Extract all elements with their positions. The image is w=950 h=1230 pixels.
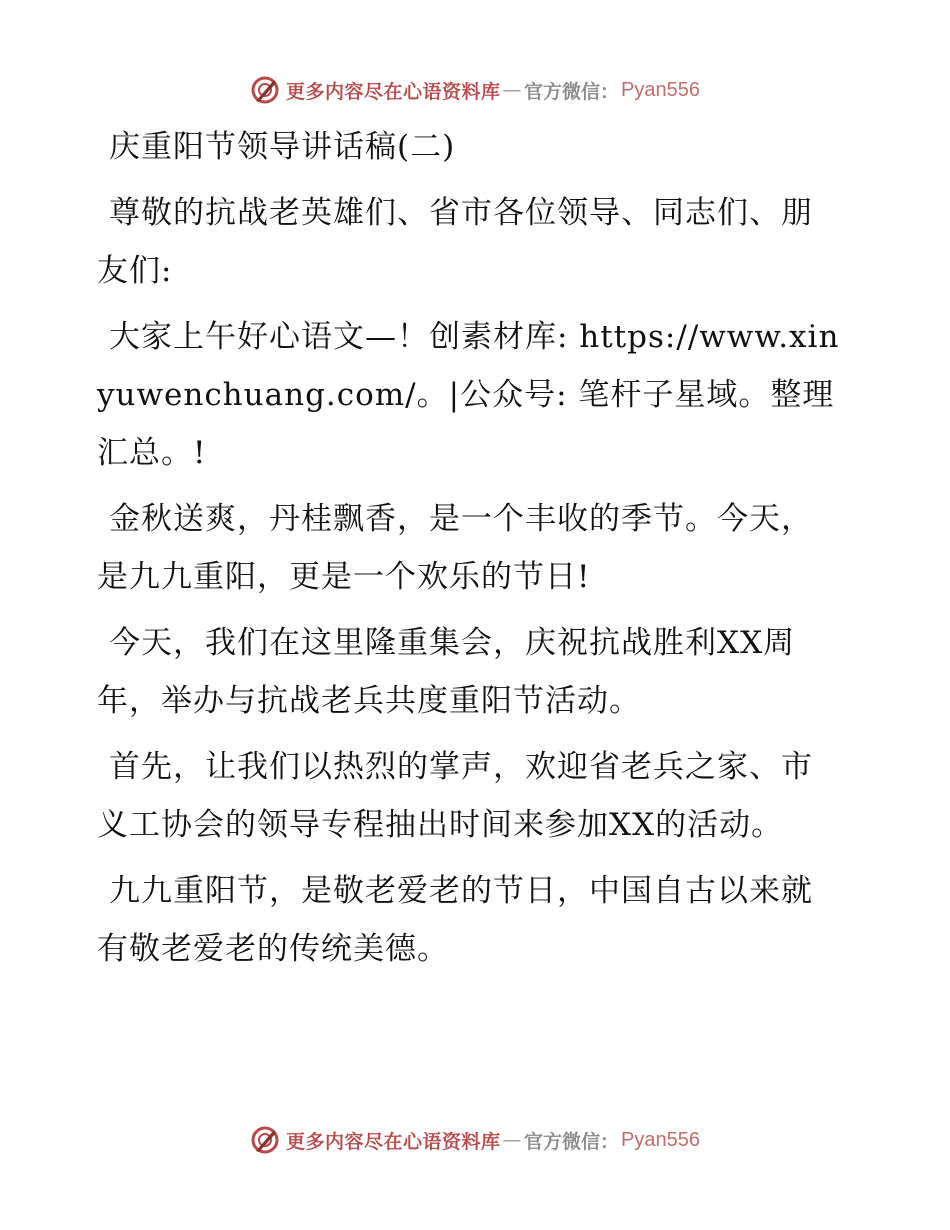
paragraph-greeting: 大家上午好心语文—！创素材库: https://www.xinyuwenchuang.com/。|公众号: 笔杆子星域。整理汇总。! — [97, 319, 840, 471]
paragraph-tradition: 九九重阳节，是敬老爱老的节日，中国自古以来就有敬老爱老的传统美德。 — [97, 873, 813, 967]
paragraph-gathering: 今天，我们在这里隆重集会，庆祝抗战胜利XX周年，举办与抗战老兵共度重阳节活动。 — [97, 625, 796, 719]
footer-official-label: 官方微信： — [524, 1130, 620, 1153]
footer-banner — [0, 1120, 950, 1160]
quill-logo-icon — [250, 1125, 280, 1155]
header-official-label: 官方微信： — [524, 80, 620, 103]
document-body — [97, 118, 842, 986]
paragraph-welcome: 首先，让我们以热烈的掌声，欢迎省老兵之家、市义工协会的领导专程抽出时间来参加XX的活动。 — [97, 749, 813, 843]
footer-separator: — — [502, 1129, 523, 1151]
document-title: 庆重阳节领导讲话稿(二) — [109, 129, 456, 165]
quill-logo-icon — [250, 75, 280, 105]
header-separator: — — [502, 79, 523, 101]
header-banner — [0, 70, 950, 110]
paragraph-season: 金秋送爽，丹桂飘香，是一个丰收的季节。今天，是九九重阳，更是一个欢乐的节日! — [97, 501, 813, 595]
header-wechat-id: Pyan556 — [621, 78, 700, 101]
paragraph-salutation: 尊敬的抗战老英雄们、省市各位领导、同志们、朋友们: — [97, 195, 813, 289]
footer-promo-text: 更多内容尽在心语资料库 — [286, 1130, 501, 1153]
footer-wechat-id: Pyan556 — [621, 1128, 700, 1151]
header-promo-text: 更多内容尽在心语资料库 — [286, 80, 501, 103]
